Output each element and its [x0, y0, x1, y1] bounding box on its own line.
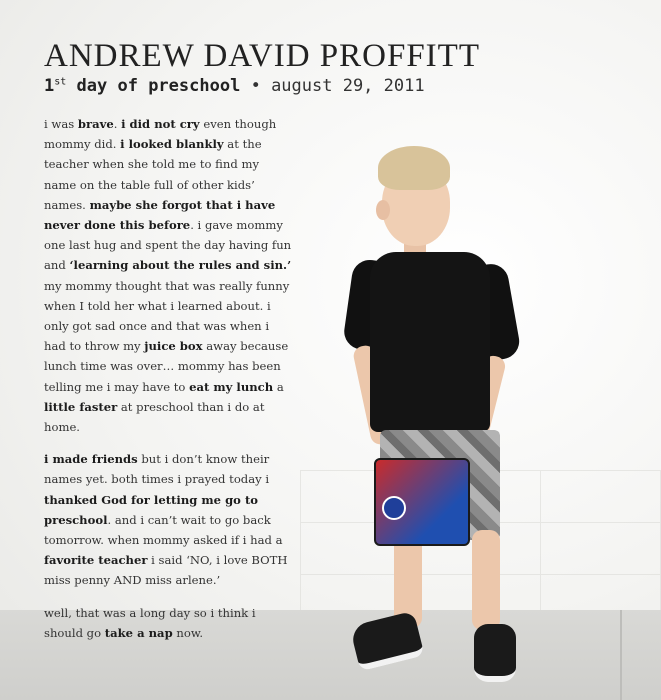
event-name: day of preschool [76, 76, 241, 96]
emphasis-text: brave [77, 117, 114, 131]
blond-hair [378, 146, 450, 190]
story-text [44, 114, 292, 655]
emphasis-text: eat my lunch [189, 379, 274, 394]
story-text-run: . and i can’t wait to go back tomorrow. when mommy asked if i had a [44, 512, 283, 548]
story-text-run: but i don’t know their names yet. both times i prayed today i [44, 452, 270, 487]
ordinal-suffix: st [54, 76, 67, 88]
story-text-run: away because lunch time was over… mommy has been telling me i may have to [44, 339, 289, 394]
emphasis-text: little faster [44, 399, 118, 414]
page-title: ANDREW DAVID PROFFITT [44, 38, 480, 74]
right-sneaker [474, 624, 516, 682]
spiderman-emblem-icon [382, 496, 406, 520]
right-leg [472, 530, 500, 630]
event-date: august 29, 2011 [271, 76, 425, 96]
story-paragraph-2 [44, 449, 292, 590]
story-paragraph-3 [44, 603, 292, 643]
emphasis-text: i made friends [44, 452, 138, 467]
story-text-run: my mommy thought that was really funny when I told her what i learned about. i only got sad once and that was when i had to throw my [44, 278, 290, 354]
emphasis-text: take a nap [104, 625, 173, 640]
story-text-run: a [273, 379, 284, 394]
ear [376, 200, 390, 220]
boy-photo [340, 140, 540, 700]
emphasis-text: juice box [144, 339, 203, 354]
sidewalk-seam [620, 610, 622, 700]
story-text-run: . [113, 117, 122, 131]
story-text-run: i said ‘NO, i love BOTH miss penny AND miss arlene.’ [44, 553, 288, 588]
story-text-run: . i gave mommy one last hug and spent the day having fun and [44, 218, 292, 273]
story-text-run: even though mommy did. [44, 117, 277, 152]
story-paragraph-1 [44, 114, 292, 437]
separator-dot: • [250, 76, 261, 96]
ordinal-number: 1 [44, 76, 55, 96]
black-polo-shirt [370, 252, 490, 432]
spiderman-lunchbox [374, 458, 470, 546]
story-text-run: well, that was a long day so i think i should go [44, 605, 256, 640]
subtitle [44, 76, 425, 96]
emphasis-text: i did not cry [121, 117, 200, 131]
emphasis-text: favorite teacher [44, 553, 148, 568]
story-text-run: at the teacher when she told me to find my name on the table full of other kids’ names. [44, 137, 262, 212]
emphasis-text: thanked God for letting me go to preschool [44, 492, 259, 527]
emphasis-text: maybe she forgot that i have never done this before [44, 197, 276, 233]
emphasis-text: ‘learning about the rules and sin.’ [69, 258, 292, 273]
story-text-run: i was [44, 117, 78, 131]
left-sneaker [349, 611, 424, 672]
story-text-run: now. [172, 625, 204, 640]
story-text-run: at preschool than i do at home. [44, 399, 265, 435]
emphasis-text: i looked blankly [120, 137, 224, 152]
